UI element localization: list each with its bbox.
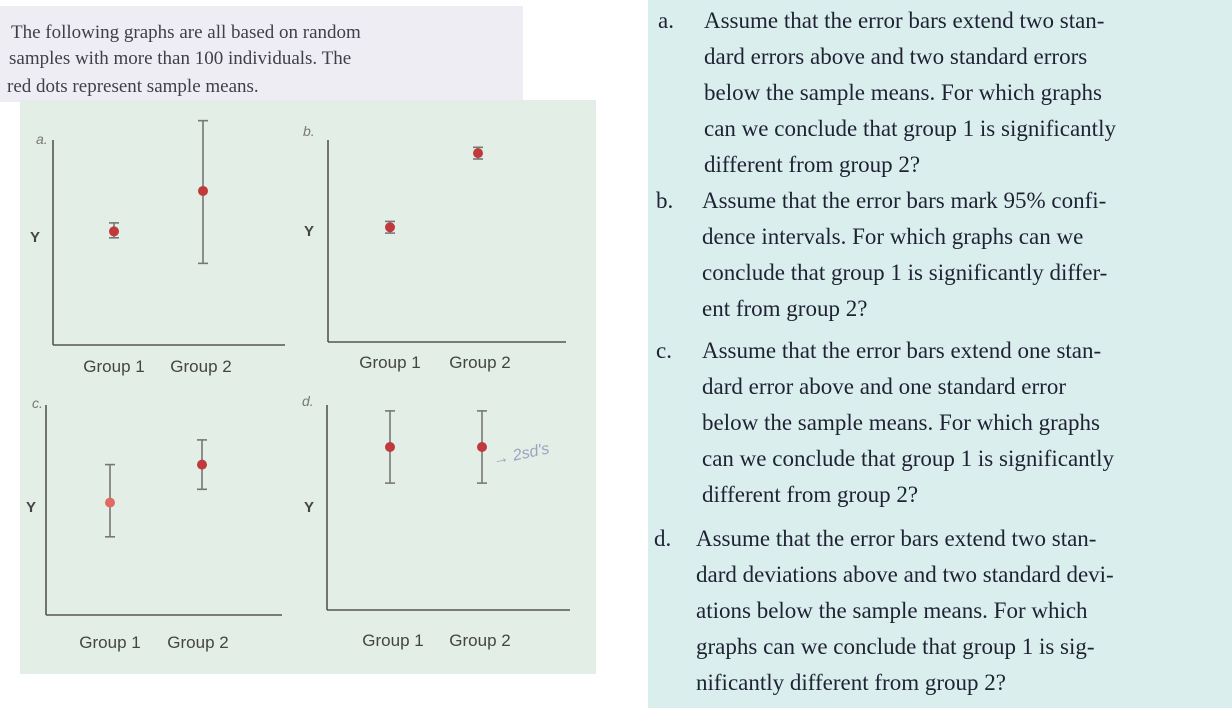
question-line: below the sample means. For which graphs xyxy=(704,80,1102,105)
question-line: dence intervals. For which graphs can we xyxy=(702,224,1084,249)
mean-dot xyxy=(385,222,395,232)
y-axis-label: Y xyxy=(26,499,37,516)
intro-line: red dots represent sample means. xyxy=(7,76,259,97)
question-line: can we conclude that group 1 is significantly xyxy=(702,446,1114,471)
x-tick-label: Group 1 xyxy=(359,353,421,372)
panel-label: c. xyxy=(32,395,43,411)
panel-label: a. xyxy=(36,131,48,147)
question-line: Assume that the error bars extend two stan- xyxy=(704,8,1105,33)
y-axis-label: Y xyxy=(304,499,315,516)
mean-dot xyxy=(109,226,119,236)
questions-panel xyxy=(648,0,1232,708)
figure-panel xyxy=(20,100,596,674)
error-bar-charts xyxy=(20,100,596,674)
x-tick-label: Group 1 xyxy=(362,631,424,650)
mean-dot xyxy=(105,498,115,508)
chart-c xyxy=(26,395,282,652)
question-line: below the sample means. For which graphs xyxy=(702,410,1100,435)
x-tick-label: Group 2 xyxy=(449,631,511,650)
x-tick-label: Group 2 xyxy=(167,633,229,652)
mean-dot xyxy=(477,442,487,452)
intro-box xyxy=(0,6,523,102)
chart-b xyxy=(303,123,566,372)
question-line: graphs can we conclude that group 1 is sig- xyxy=(696,634,1095,659)
mean-dot xyxy=(198,186,208,196)
question-line: Assume that the error bars mark 95% confi- xyxy=(702,188,1107,213)
intro-line: The following graphs are all based on random xyxy=(11,22,361,43)
question-line: conclude that group 1 is significantly differ- xyxy=(702,260,1108,285)
question-label: d. xyxy=(654,526,672,551)
question-line: nificantly different from group 2? xyxy=(696,670,1006,695)
y-axis-label: Y xyxy=(30,229,41,246)
question-line: dard deviations above and two standard devi- xyxy=(696,562,1114,587)
x-tick-label: Group 2 xyxy=(170,357,232,376)
question-line: dard errors above and two standard errors xyxy=(704,44,1088,69)
mean-dot xyxy=(385,442,395,452)
question-line: Assume that the error bars extend one stan- xyxy=(702,338,1102,363)
handwritten-note: → 2sd's xyxy=(491,440,551,469)
question-line: ent from group 2? xyxy=(702,296,868,321)
question-line: ations below the sample means. For which xyxy=(696,598,1088,623)
chart-a xyxy=(30,131,285,376)
question-line: different from group 2? xyxy=(702,482,919,507)
mean-dot xyxy=(473,148,483,158)
panel-label: d. xyxy=(302,393,314,409)
question-line: can we conclude that group 1 is significantly xyxy=(704,116,1116,141)
y-axis-label: Y xyxy=(304,223,315,240)
question-line: Assume that the error bars extend two stan- xyxy=(696,526,1097,551)
intro-line: samples with more than 100 individuals. The xyxy=(9,48,352,69)
x-tick-label: Group 1 xyxy=(83,357,145,376)
question-label: c. xyxy=(656,338,672,363)
question-line: different from group 2? xyxy=(704,152,921,177)
x-tick-label: Group 1 xyxy=(79,633,141,652)
panel-label: b. xyxy=(303,123,315,139)
x-tick-label: Group 2 xyxy=(449,353,511,372)
question-line: dard error above and one standard error xyxy=(702,374,1066,399)
chart-d xyxy=(302,393,570,650)
mean-dot xyxy=(197,460,207,470)
question-label: b. xyxy=(656,188,674,213)
question-label: a. xyxy=(658,8,674,33)
